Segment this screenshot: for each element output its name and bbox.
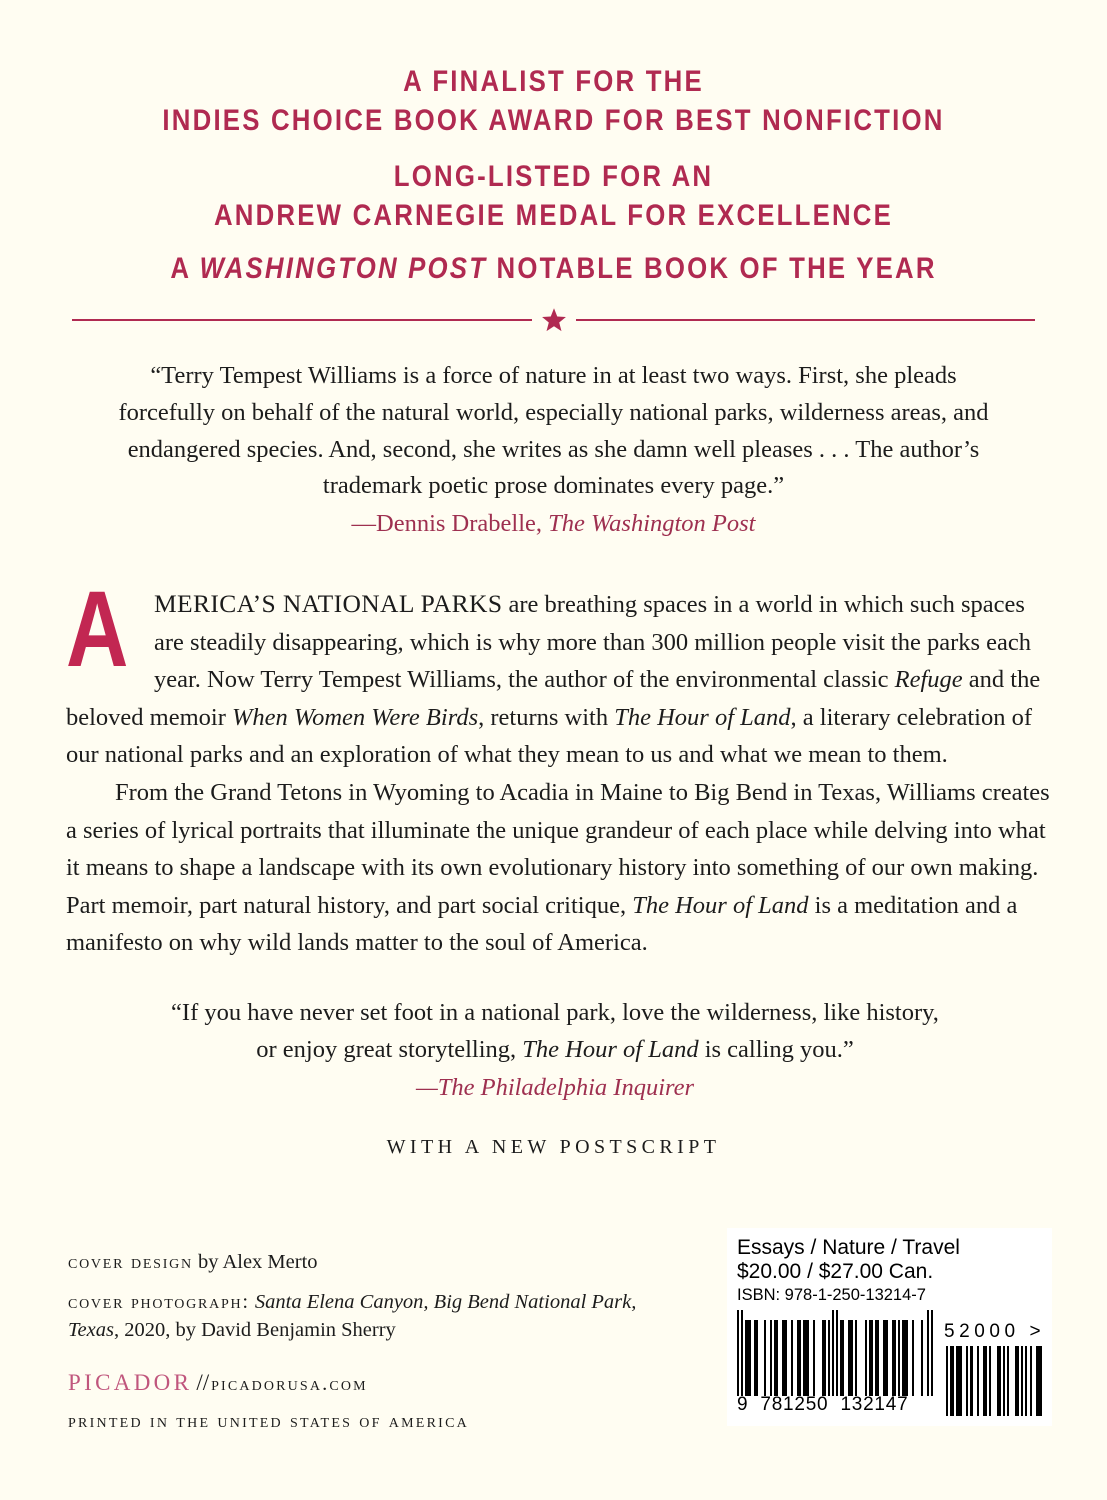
review-quote-bottom-text-b: is calling you.”: [698, 1035, 854, 1063]
star-icon: [541, 307, 567, 333]
book-title-the-hour-of-land-3: The Hour of Land: [522, 1035, 699, 1063]
award-line-4: ANDREW CARNEGIE MEDAL FOR EXCELLENCE: [213, 199, 894, 232]
jacket-paragraph-1: [66, 568, 1051, 774]
barcode-block: [727, 1228, 1052, 1426]
award-line-5-post: NOTABLE BOOK OF THE YEAR: [487, 252, 937, 285]
award-line-3: LONG-LISTED FOR AN: [393, 160, 714, 193]
cover-design-credit: [68, 1248, 668, 1277]
cover-photograph-label: cover photograph:: [68, 1290, 250, 1313]
award-line-1: A FINALIST FOR THE: [403, 65, 704, 98]
review-quote-bottom: [160, 995, 950, 1106]
jacket-p2-a: From the Grand Tetons in Wyoming to Acadia in Maine to Big Bend in Texas, Williams creates a series of lyrical portraits that illuminate the unique grandeur of each place while delving into what it means to shape a landscape with its own evolutionary history into something of our own making. Part memoir, part natural history, and part social critique,: [66, 778, 1050, 919]
jacket-copy: [66, 568, 1051, 962]
review-quote-top-attribution: [103, 506, 1004, 543]
publisher-row: [68, 1367, 668, 1399]
cover-photograph-credit: [68, 1288, 668, 1345]
drop-cap: A: [66, 568, 129, 689]
book-title-the-hour-of-land-2: The Hour of Land: [632, 891, 809, 919]
review-quote-top: [103, 358, 1004, 543]
review-quote-top-text: “Terry Tempest Williams is a force of nature in at least two ways. First, she pleads forcefully on behalf of the natural world, especially national parks, wilderness areas, and endangered species. And, second, she writes as she damn well pleases . . . The author’s trademark poetic prose dominates every page.”: [118, 362, 989, 500]
jacket-p2-b: is a meditation and a manifesto on why wild lands matter to the soul of America.: [66, 891, 1018, 957]
awards-spacer-2: [0, 235, 1107, 249]
publisher-separator: //: [196, 1370, 210, 1396]
jacket-p1-c: , returns with: [478, 703, 615, 731]
jacket-paragraph-2: [66, 774, 1051, 962]
ean13-lead-digit: 9: [737, 1394, 749, 1416]
award-line-2: INDIES CHOICE BOOK AWARD FOR BEST NONFICTION: [162, 104, 945, 137]
publisher-website[interactable]: picadorusa.com: [211, 1373, 368, 1396]
barcode-price: $20.00 / $27.00 Can.: [737, 1260, 934, 1284]
cover-design-value: by Alex Merto: [192, 1251, 318, 1273]
awards-header: [0, 62, 1107, 288]
ean13-digits: [737, 1394, 933, 1416]
ean5-barcode: [944, 1321, 1046, 1416]
book-title-when-women-were-birds: When Women Were Birds: [232, 703, 479, 731]
jacket-p1-b: and the beloved memoir: [66, 666, 1041, 731]
jacket-p1-d: , a literary celebration of our national parks and an exploration of what they mean to us and what we mean to them.: [66, 703, 1032, 769]
star-divider: [72, 305, 1035, 335]
cover-photograph-rest: , 2020, by David Benjamin Sherry: [113, 1319, 396, 1342]
publisher-name: PICADOR: [68, 1370, 193, 1396]
ean5-bars: [944, 1346, 1042, 1416]
divider-rule-left: [72, 319, 532, 321]
ean13-left-digits: 781250: [760, 1394, 829, 1416]
review-quote-bottom-text-a: “If you have never set foot in a national park, love the wilderness, like history, or enjoy great storytelling,: [171, 999, 939, 1063]
cover-photograph-title: Santa Elena Canyon, Big Bend National Park, Texas: [68, 1290, 637, 1342]
attribution-name: —Dennis Drabelle,: [351, 510, 549, 537]
barcode-genre: Essays / Nature / Travel: [737, 1236, 960, 1259]
barcode-bars-wrapper: [737, 1310, 1046, 1416]
award-line-5-publication: WASHINGTON POST: [199, 252, 488, 285]
award-line-5-pre: A: [170, 252, 200, 285]
book-title-refuge: Refuge: [894, 666, 963, 694]
barcode-isbn: ISBN: 978-1-250-13214-7: [737, 1286, 926, 1305]
printed-in-line: printed in the united states of america: [68, 1411, 470, 1433]
awards-spacer: [0, 140, 1107, 157]
ean13-barcode: [737, 1310, 933, 1416]
jacket-p1-a: are breathing spaces in a world in which such spaces are steadily disappearing, which is why more than 300 million people visit the parks each year. Now Terry Tempest Williams, the author of the environmental classic: [154, 591, 1032, 694]
ean5-digits: 52000 >: [944, 1321, 1046, 1343]
attribution-publication: The Washington Post: [548, 510, 756, 537]
book-title-the-hour-of-land-1: The Hour of Land: [614, 703, 791, 731]
award-line-5: [77, 249, 1029, 288]
ean13-right-digits: 132147: [840, 1394, 909, 1416]
postscript-note: WITH A NEW POSTSCRIPT: [386, 1136, 721, 1158]
credits-block: [68, 1248, 668, 1436]
divider-rule-right: [576, 319, 1036, 321]
cover-design-label: cover design: [68, 1251, 193, 1273]
ean13-bars: [737, 1310, 933, 1396]
jacket-opening-smallcaps: MERICA’S NATIONAL PARKS: [154, 589, 503, 618]
review-quote-bottom-attribution: —The Philadelphia Inquirer: [415, 1073, 695, 1101]
